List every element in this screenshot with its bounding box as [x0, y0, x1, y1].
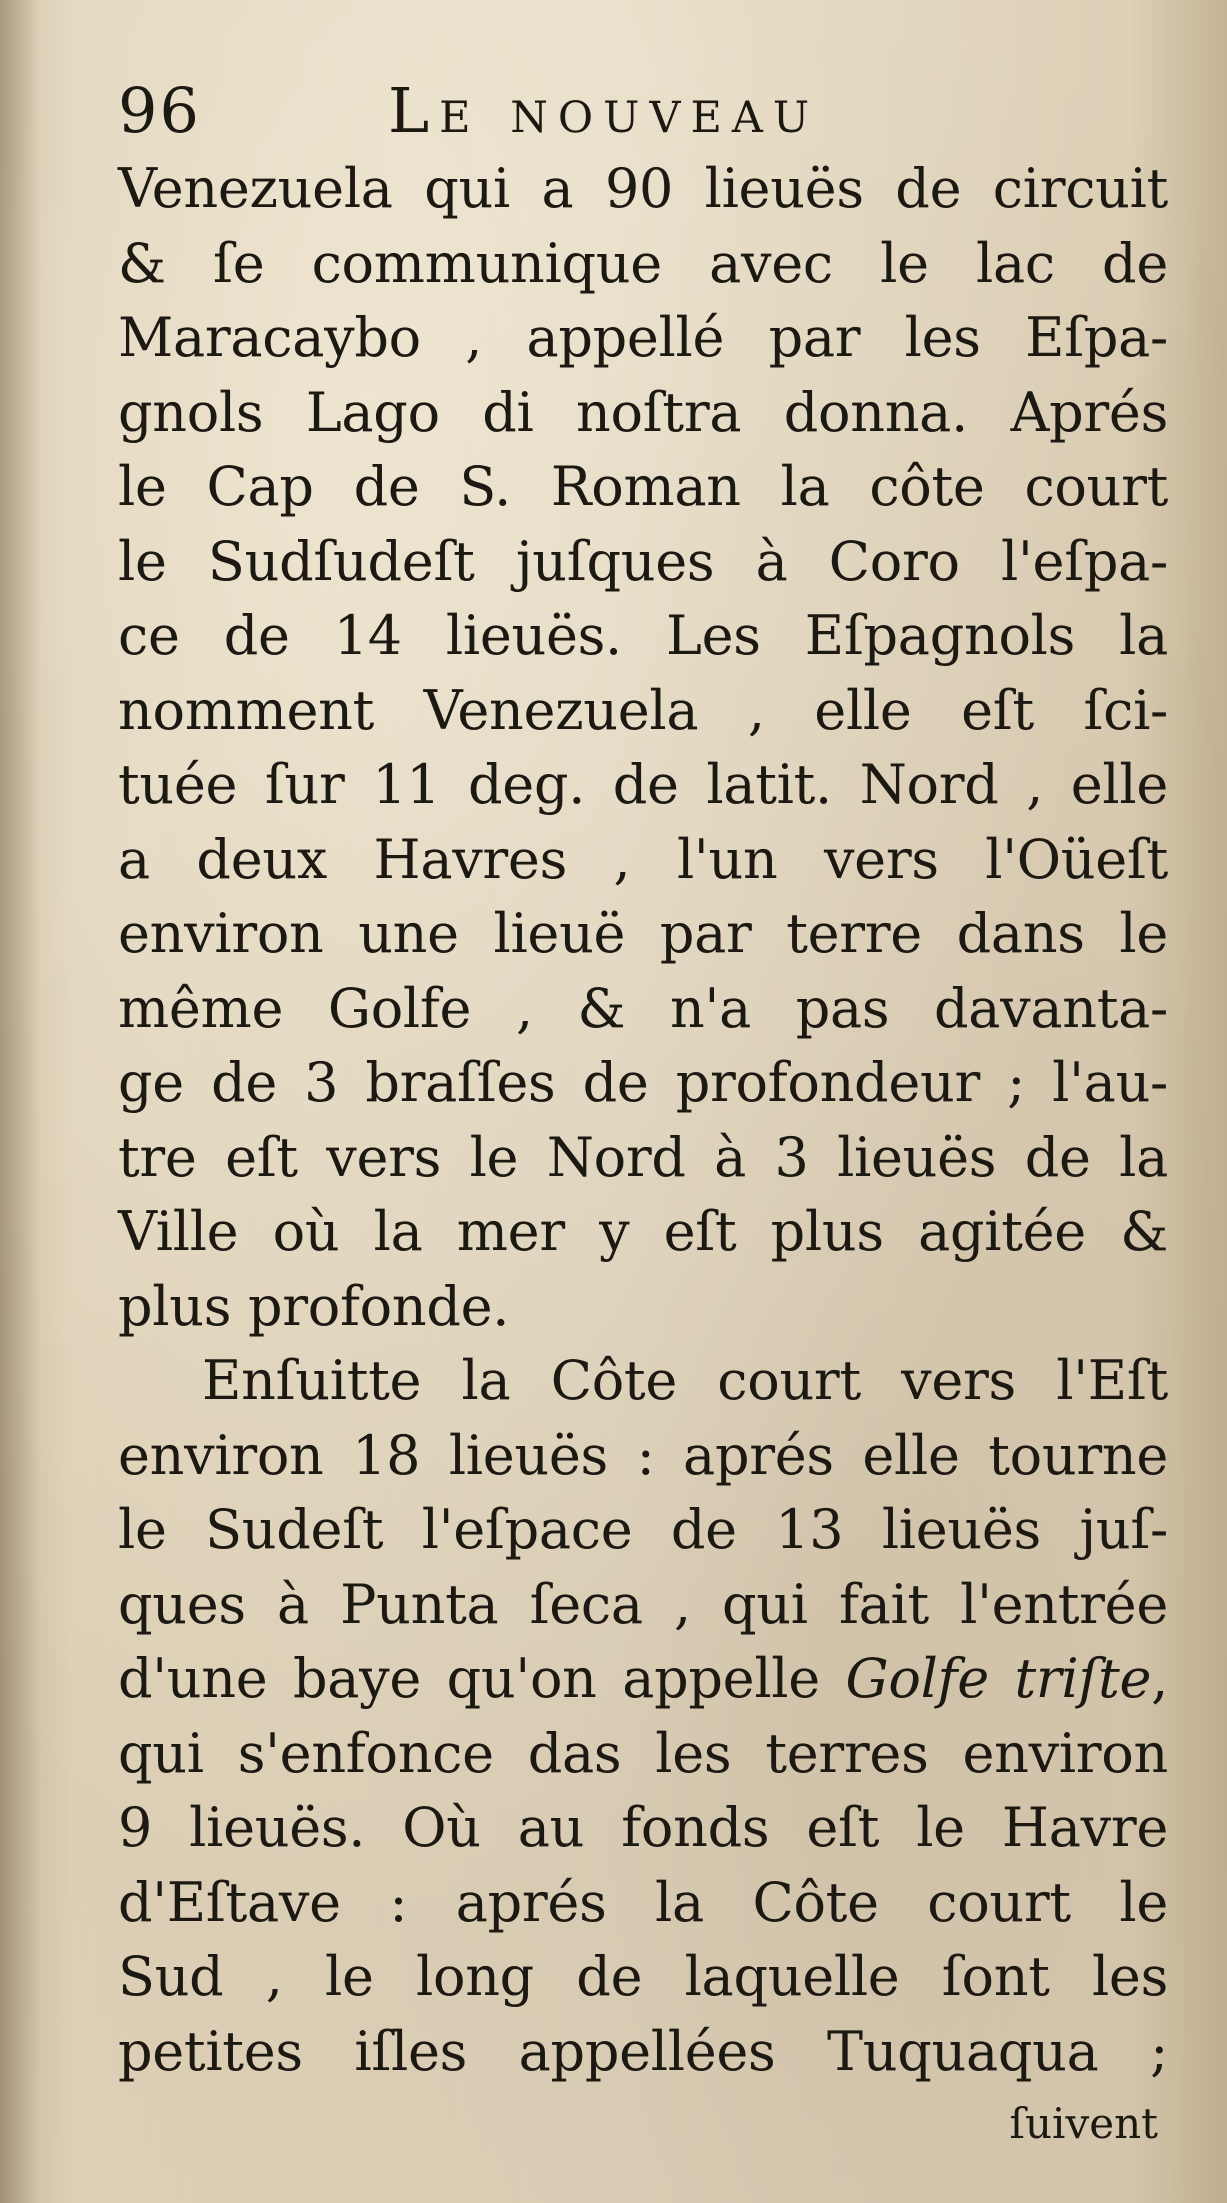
- text-line: ge de 3 braſſes de profondeur ; l'au-: [118, 1051, 1168, 1114]
- text-line: 9 lieuës. Où au fonds eſt le Havre: [118, 1796, 1168, 1859]
- text-line: plus profonde.: [118, 1274, 510, 1338]
- catchword: ſuivent: [1009, 2099, 1158, 2148]
- spine-shadow: [0, 0, 40, 2203]
- paragraph-2: [118, 1344, 1168, 2089]
- text-segment: d'une baye qu'on appelle: [118, 1647, 820, 1710]
- text-line: le Cap de S. Roman la côte court: [118, 455, 1168, 518]
- text-line: Sud , le long de laquelle ſont les: [118, 1945, 1168, 2008]
- text-line: tuée ſur 11 deg. de latit. Nord , elle: [118, 753, 1168, 816]
- text-line: a deux Havres , l'un vers l'Oüeſt: [118, 827, 1168, 891]
- text-line: petites iſles appellées Tuquaqua ;: [118, 2019, 1168, 2083]
- text-line: le Sudeſt l'eſpace de 13 lieuës juſ-: [118, 1498, 1168, 1561]
- text-line: nomment Venezuela , elle eſt ſci-: [118, 678, 1168, 742]
- text-block: [118, 70, 1168, 2159]
- text-line: Maracaybo , appellé par les Eſpa-: [118, 306, 1168, 369]
- text-segment: ,: [1151, 1647, 1168, 1710]
- text-line: tre eſt vers le Nord à 3 lieuës de la: [118, 1125, 1168, 1189]
- text-line: [118, 1642, 1168, 1717]
- text-line: environ 18 lieuës : aprés elle tourne: [118, 1423, 1168, 1487]
- running-head: [118, 70, 1168, 152]
- text-line: ce de 14 lieuës. Les Eſpagnols la: [118, 604, 1168, 667]
- text-line: d'Eſtave : aprés la Côte court le: [118, 1870, 1168, 1934]
- running-title: Le nouveau: [388, 74, 820, 147]
- text-line: Venezuela qui a 90 lieuës de circuit: [118, 157, 1168, 220]
- text-line: Ville où la mer y eſt plus agitée &: [118, 1200, 1168, 1263]
- text-line: & ſe communique avec le lac de: [118, 231, 1168, 295]
- page-number: 96: [118, 74, 201, 147]
- text-line: Enſuitte la Côte court vers l'Eſt: [202, 1349, 1168, 1412]
- text-line: le Sudſudeſt juſques à Coro l'eſpa-: [118, 529, 1168, 593]
- text-line: environ une lieuë par terre dans le: [118, 902, 1168, 965]
- paragraph-1: [118, 152, 1168, 1344]
- text-line: gnols Lago di noſtra donna. Aprés: [118, 380, 1168, 444]
- italic-place-name: Golfe triſte: [845, 1647, 1152, 1710]
- text-line: qui s'enfonce das les terres environ: [118, 1721, 1168, 1785]
- text-line: ques à Punta ſeca , qui fait l'entrée: [118, 1572, 1168, 1636]
- text-line: même Golfe , & n'a pas davanta-: [118, 976, 1168, 1040]
